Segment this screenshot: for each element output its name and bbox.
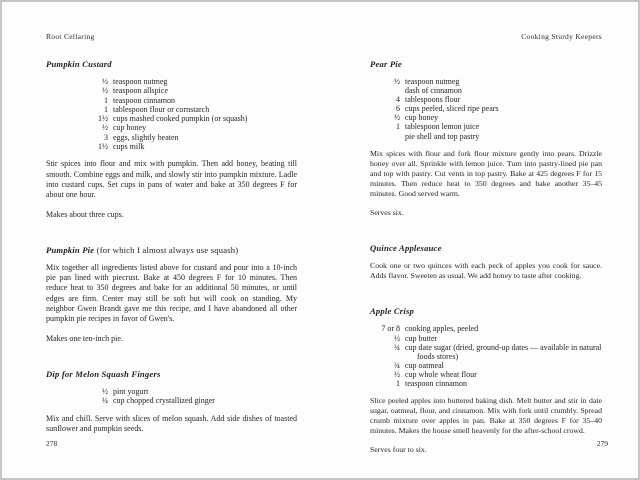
ingredient-row — [46, 123, 297, 132]
recipe-title-text: Pumpkin Custard — [46, 59, 112, 69]
ingredient-list — [370, 77, 602, 141]
ingredient-text: cup oatmeal — [405, 360, 444, 370]
ingredient-text: teaspoon allspice — [113, 86, 168, 96]
recipe-apple-crisp — [370, 306, 602, 455]
ingredient-text: cup butter — [405, 333, 438, 343]
running-head-left: Root Cellaring — [46, 32, 95, 41]
ingredient-row — [370, 379, 602, 388]
ingredient-text: cup honey — [405, 113, 439, 123]
recipe-title — [46, 245, 297, 255]
recipe-title-text: Pear Pie — [370, 59, 402, 69]
ingredient-row — [46, 142, 297, 151]
ingredient-row — [46, 77, 297, 86]
ingredient-qty: ¾ — [394, 360, 400, 370]
ingredient-row — [370, 370, 602, 379]
recipe-title-text: Quince Applesauce — [370, 243, 442, 254]
ingredient-qty: 1 — [396, 378, 400, 388]
recipe-title-note: (for which I almost always use squash) — [94, 244, 239, 255]
ingredient-row — [370, 104, 602, 113]
ingredient-row — [46, 114, 297, 123]
ingredient-text: dash of cinnamon — [405, 86, 462, 96]
ingredient-text: tablespoon flour or cornstarch — [113, 104, 210, 114]
recipe-method: Mix spices with flour and fork flour mixture gently into pears. Drizzle honey over all. Sprinkle with lemon juice. Turn into pastry-lined pie pan and top with pastry. Cut vents in top pastry. Bake at 425 degrees F for 15 minutes. Then reduce heat to 350 degrees and bake another 35–45 minutes. Good served warm. — [370, 148, 602, 199]
page-number-left: 278 — [46, 439, 58, 448]
ingredient-row — [46, 387, 297, 396]
recipe-title — [370, 306, 602, 316]
recipe-quince-applesauce — [370, 243, 602, 281]
ingredient-qty: ½ — [394, 77, 400, 86]
recipe-pear-pie — [370, 59, 602, 218]
ingredient-text: pint yogurt — [113, 386, 149, 396]
ingredient-row — [46, 396, 297, 405]
running-head-right: Cooking Sturdy Keepers — [521, 32, 602, 41]
recipe-method: Slice peeled apples into buttered baking dish. Melt butter and stir in date sugar, oatmeal, flour, and cinnamon. Mix with fork until crumbly. Spread crumb mixture over apples in pan. Bake at 350 degrees F for 35–40 minutes. Makes the house smell heavenly for the after-school crowd. — [370, 396, 602, 436]
ingredient-row — [370, 122, 602, 131]
ingredient-qty: ½ — [102, 386, 108, 396]
ingredient-qty: 6 — [396, 104, 400, 114]
recipe-yield: Makes one ten-inch pie. — [46, 333, 123, 343]
ingredient-qty: 3 — [104, 132, 108, 142]
recipe-yield: Serves four to six. — [370, 445, 427, 455]
ingredient-row — [370, 343, 602, 361]
recipe-title — [370, 59, 602, 69]
ingredient-qty: ½ — [102, 86, 108, 96]
recipe-title — [46, 59, 297, 69]
recipe-method: Mix together all ingredients listed above for custard and pour into a 10-inch pie pan lined with piecrust. Bake at 450 degrees F for 10 minutes. Then reduce heat to 350 degrees and bake for an additional 50 minutes, or until edges are firm. Center may still be soft but will cook on standing. My neighbor Gwen Brandt gave me this recipe, and I have abandoned all other pumpkin pie recipes in favor of Gwen's. — [46, 262, 297, 324]
ingredient-text: eggs, slightly beaten — [113, 132, 179, 142]
ingredient-row — [370, 334, 602, 343]
ingredient-qty: ¾ — [394, 342, 400, 352]
ingredient-text: cup honey — [113, 123, 147, 133]
ingredient-list — [370, 324, 602, 388]
ingredient-text: teaspoon nutmeg — [113, 77, 168, 86]
ingredient-row — [370, 361, 602, 370]
recipe-yield: Makes about three cups. — [46, 209, 124, 219]
ingredient-qty: ½ — [102, 123, 108, 133]
ingredient-qty: 7 or 8 — [381, 324, 400, 334]
recipe-pumpkin-pie — [46, 245, 297, 344]
ingredient-qty: 4 — [396, 95, 400, 105]
ingredient-text: pie shell and top pastry — [405, 131, 480, 141]
recipe-pumpkin-custard — [46, 59, 297, 220]
ingredient-text: tablespoon lemon juice — [405, 122, 480, 132]
ingredient-qty: 1 — [104, 104, 108, 114]
ingredient-qty — [370, 86, 400, 95]
ingredient-row — [370, 95, 602, 104]
ingredient-text: cup whole wheat flour — [405, 369, 477, 379]
page-number-right: 279 — [596, 439, 608, 448]
ingredient-text: cups milk — [113, 142, 145, 152]
ingredient-text: cup date sugar (dried, ground-up dates — available in natural foods stores) — [405, 342, 602, 361]
ingredient-row — [370, 324, 602, 333]
ingredient-list — [46, 77, 297, 151]
ingredient-qty: ¼ — [102, 396, 108, 406]
ingredient-qty: 1½ — [98, 142, 108, 152]
ingredient-qty: ½ — [394, 113, 400, 123]
recipe-method: Cook one or two quinces with each peck of apples you cook for sauce. Adds flavor. Sweeten as usual. We add honey to taste after cooking. — [370, 261, 602, 281]
ingredient-row — [46, 96, 297, 105]
ingredient-text: teaspoon cinnamon — [113, 95, 175, 105]
recipe-method: Mix and chill. Serve with slices of melon squash. Add side dishes of toasted sunflower and pumpkin seeds. — [46, 413, 297, 433]
ingredient-qty: 1 — [396, 122, 400, 132]
ingredient-qty: ½ — [394, 333, 400, 343]
recipe-title-text: Apple Crisp — [370, 306, 414, 317]
ingredient-text: cooking apples, peeled — [405, 324, 479, 334]
ingredient-qty: ½ — [394, 369, 400, 379]
ingredient-row — [46, 105, 297, 114]
ingredient-qty: 1½ — [98, 114, 108, 124]
ingredient-text: tablespoons flour — [405, 95, 461, 105]
ingredient-text: cups peeled, sliced ripe pears — [405, 104, 499, 114]
recipe-title-text: Pumpkin Pie — [46, 244, 95, 255]
ingredient-row — [370, 132, 602, 141]
recipe-title — [370, 243, 602, 253]
ingredient-qty: 1 — [104, 95, 108, 105]
recipe-method: Stir spices into flour and mix with pumpkin. Then add honey, beating till smooth. Combine eggs and milk, and slowly stir into pumpkin mixture. Ladle into custard cups. Set cups in pans of water and bake at 350 degrees F for about one hour. — [46, 159, 297, 200]
ingredient-list — [46, 387, 297, 406]
recipe-title-text: Dip for Melon Squash Fingers — [46, 368, 161, 379]
page-left — [46, 32, 297, 434]
ingredient-text: teaspoon nutmeg — [405, 77, 460, 86]
ingredient-row — [46, 86, 297, 95]
recipe-title — [46, 369, 297, 379]
ingredient-row — [370, 113, 602, 122]
ingredient-row — [370, 86, 602, 95]
ingredient-text: cup chopped crystallized ginger — [113, 396, 215, 406]
ingredient-qty — [370, 132, 400, 141]
ingredient-text: teaspoon cinnamon — [405, 378, 467, 388]
ingredient-row — [46, 133, 297, 142]
ingredient-text: cups mashed cooked pumpkin (or squash) — [113, 114, 248, 124]
ingredient-qty: ½ — [102, 77, 108, 86]
ingredient-row — [370, 77, 602, 86]
recipe-melon-dip — [46, 369, 297, 434]
page-right — [370, 32, 602, 456]
recipe-yield: Serves six. — [370, 208, 404, 218]
